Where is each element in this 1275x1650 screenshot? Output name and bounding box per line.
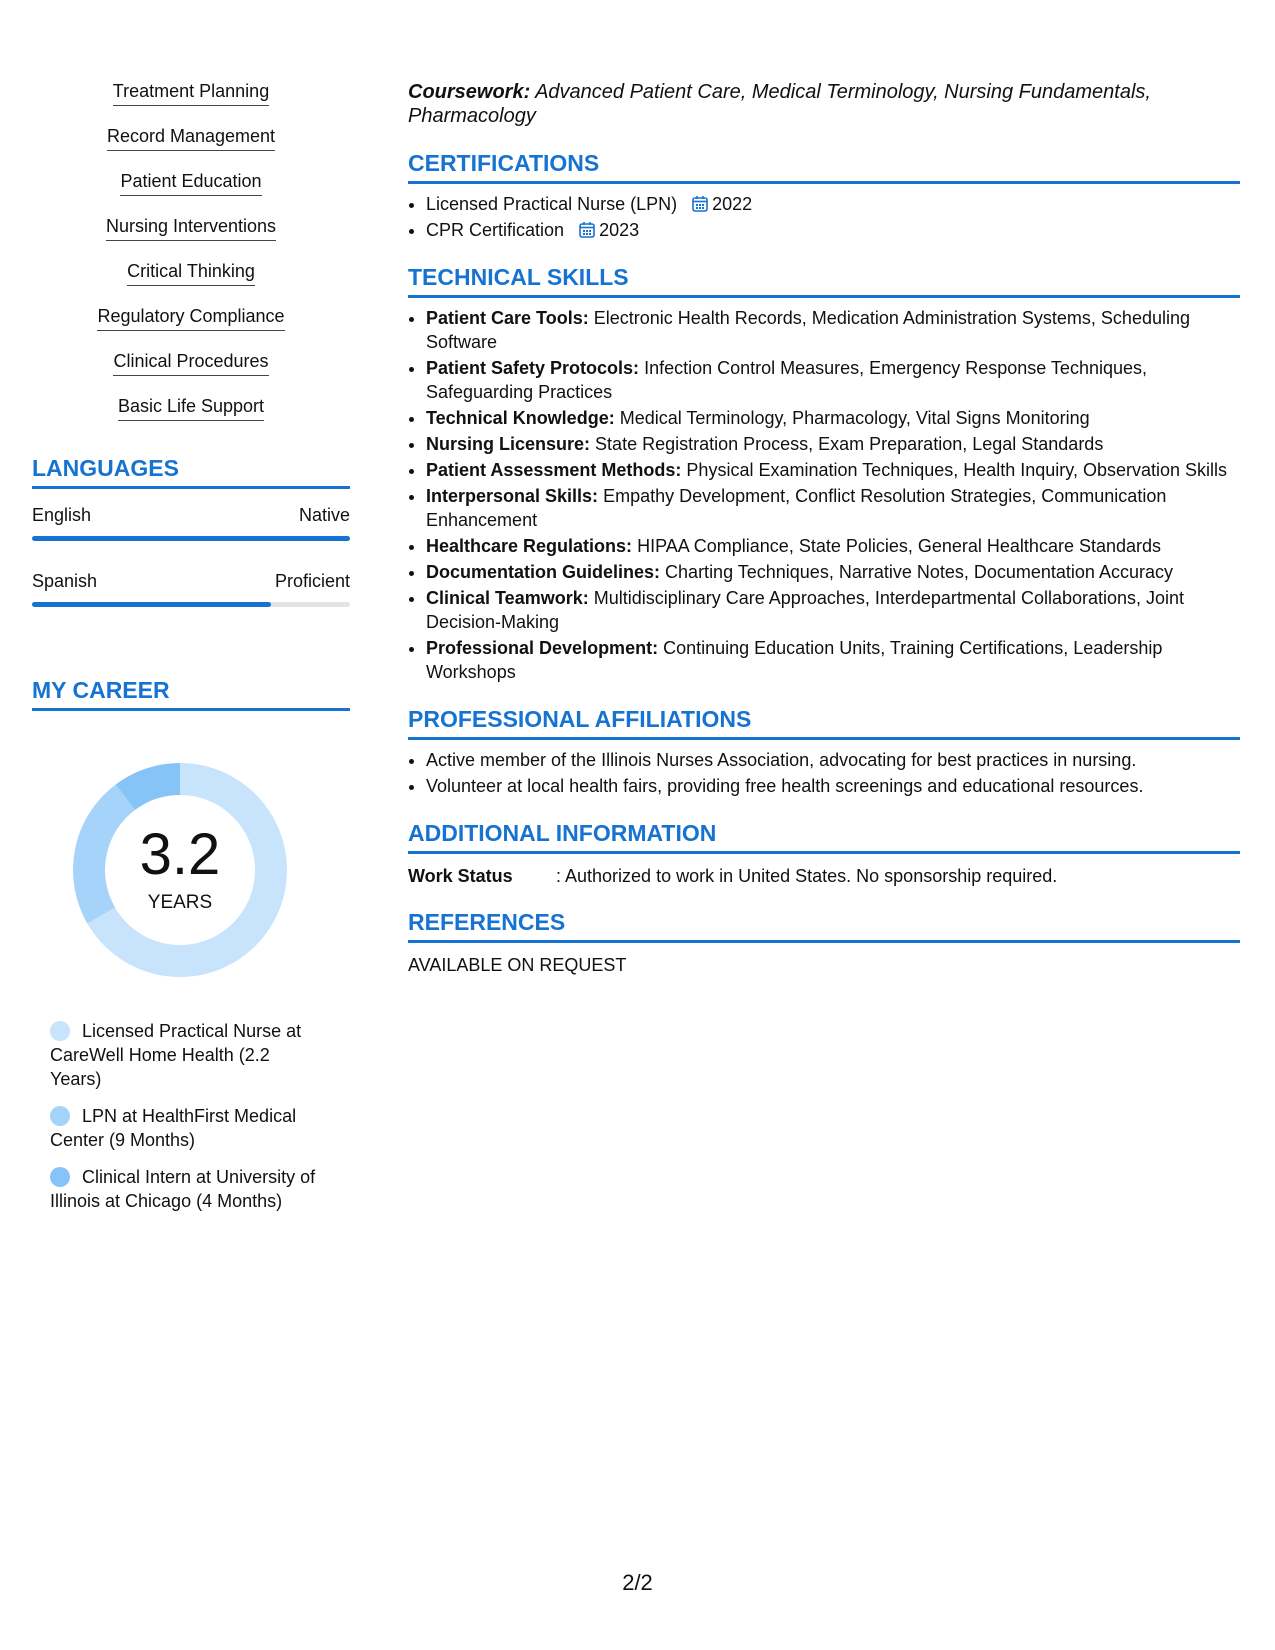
skill-item: Treatment Planning xyxy=(32,80,350,106)
work-status xyxy=(408,866,1240,887)
technical-skill-item: • Technical Knowledge: Medical Terminology, Pharmacology, Vital Signs Monitoring xyxy=(426,406,1240,430)
languages-title: LANGUAGES xyxy=(32,455,350,489)
legend-dot xyxy=(50,1021,70,1041)
page-number: 2/2 xyxy=(622,1570,653,1595)
skill-item: Record Management xyxy=(32,125,350,151)
technical-skill-item: • Patient Care Tools: Electronic Health Records, Medication Administration Systems, Scheduling Software xyxy=(426,306,1240,354)
coursework xyxy=(408,80,1240,128)
main-content xyxy=(408,80,1240,976)
affiliations-title: PROFESSIONAL AFFILIATIONS xyxy=(408,706,1240,740)
skill-item: Patient Education xyxy=(32,170,350,196)
legend-dot xyxy=(50,1106,70,1126)
language-name: Spanish xyxy=(32,571,98,591)
language-bar-fill xyxy=(32,602,271,607)
skill-item: Nursing Interventions xyxy=(32,215,350,241)
career-item: LPN at HealthFirst Medical Center (9 Months) xyxy=(50,1106,297,1150)
language-level: Proficient xyxy=(274,571,350,591)
skill-item: Clinical Procedures xyxy=(32,350,350,376)
coursework-text: Advanced Patient Care, Medical Terminology, Nursing Fundamentals, Pharmacology xyxy=(408,81,1151,127)
work-status-label: Work Status xyxy=(408,866,513,886)
work-status-value: : Authorized to work in United States. No sponsorship required. xyxy=(556,866,1058,886)
career-donut xyxy=(65,755,295,985)
career-total: 3.2 xyxy=(139,822,221,887)
language-item xyxy=(32,505,350,541)
affiliation-item: • Active member of the Illinois Nurses Association, advocating for best practices in nursing. xyxy=(426,748,1240,772)
language-name: English xyxy=(32,505,92,525)
technical-skill-item: • Professional Development: Continuing Education Units, Training Certifications, Leadership Workshops xyxy=(426,636,1240,684)
sidebar xyxy=(32,80,350,1226)
technical-skill-item: • Patient Safety Protocols: Infection Control Measures, Emergency Response Techniques, Safeguarding Practices xyxy=(426,356,1240,404)
language-item xyxy=(32,571,350,607)
technical-skills-title: TECHNICAL SKILLS xyxy=(408,264,1240,298)
certifications-title: CERTIFICATIONS xyxy=(408,150,1240,184)
affiliations-list xyxy=(408,748,1240,798)
technical-skill-item: • Interpersonal Skills: Empathy Development, Conflict Resolution Strategies, Communication Enhancement xyxy=(426,484,1240,532)
technical-skill-item: • Patient Assessment Methods: Physical Examination Techniques, Health Inquiry, Observation Skills xyxy=(426,458,1240,482)
language-bar xyxy=(32,536,350,541)
career-item: Clinical Intern at University of Illinois at Chicago (4 Months) xyxy=(50,1167,316,1211)
skill-item: Basic Life Support xyxy=(32,395,350,421)
coursework-label: Coursework: xyxy=(408,81,531,103)
references-text: AVAILABLE ON REQUEST xyxy=(408,955,627,975)
references-title: REFERENCES xyxy=(408,909,1240,943)
certification-year: 2023 xyxy=(599,220,640,240)
certification-year: 2022 xyxy=(712,194,753,214)
calendar-icon xyxy=(579,221,595,238)
additional-info-title: ADDITIONAL INFORMATION xyxy=(408,820,1240,854)
technical-skill-item: • Documentation Guidelines: Charting Techniques, Narrative Notes, Documentation Accuracy xyxy=(426,560,1240,584)
career-legend xyxy=(50,1019,320,1213)
career-item: Licensed Practical Nurse at CareWell Home Health (2.2 Years) xyxy=(50,1021,302,1089)
language-bar xyxy=(32,602,350,607)
certification-item: • CPR Certification 2023 xyxy=(426,218,1240,242)
certifications-list xyxy=(408,192,1240,242)
calendar-icon xyxy=(692,195,708,212)
skills-list xyxy=(32,80,350,421)
career-unit: YEARS xyxy=(147,892,213,913)
certification-item: • Licensed Practical Nurse (LPN) 2022 xyxy=(426,192,1240,216)
technical-skill-item: • Nursing Licensure: State Registration Process, Exam Preparation, Legal Standards xyxy=(426,432,1240,456)
affiliation-item: • Volunteer at local health fairs, providing free health screenings and educational resources. xyxy=(426,774,1240,798)
technical-skill-item: • Healthcare Regulations: HIPAA Compliance, State Policies, General Healthcare Standards xyxy=(426,534,1240,558)
legend-dot xyxy=(50,1167,70,1187)
career-title: MY CAREER xyxy=(32,677,350,711)
language-level: Native xyxy=(298,505,350,525)
technical-skills-list xyxy=(408,306,1240,684)
technical-skill-item: • Clinical Teamwork: Multidisciplinary Care Approaches, Interdepartmental Collaborations, Joint Decision-Making xyxy=(426,586,1240,634)
skill-item: Regulatory Compliance xyxy=(32,305,350,331)
language-bar-fill xyxy=(32,536,350,541)
skill-item: Critical Thinking xyxy=(32,260,350,286)
